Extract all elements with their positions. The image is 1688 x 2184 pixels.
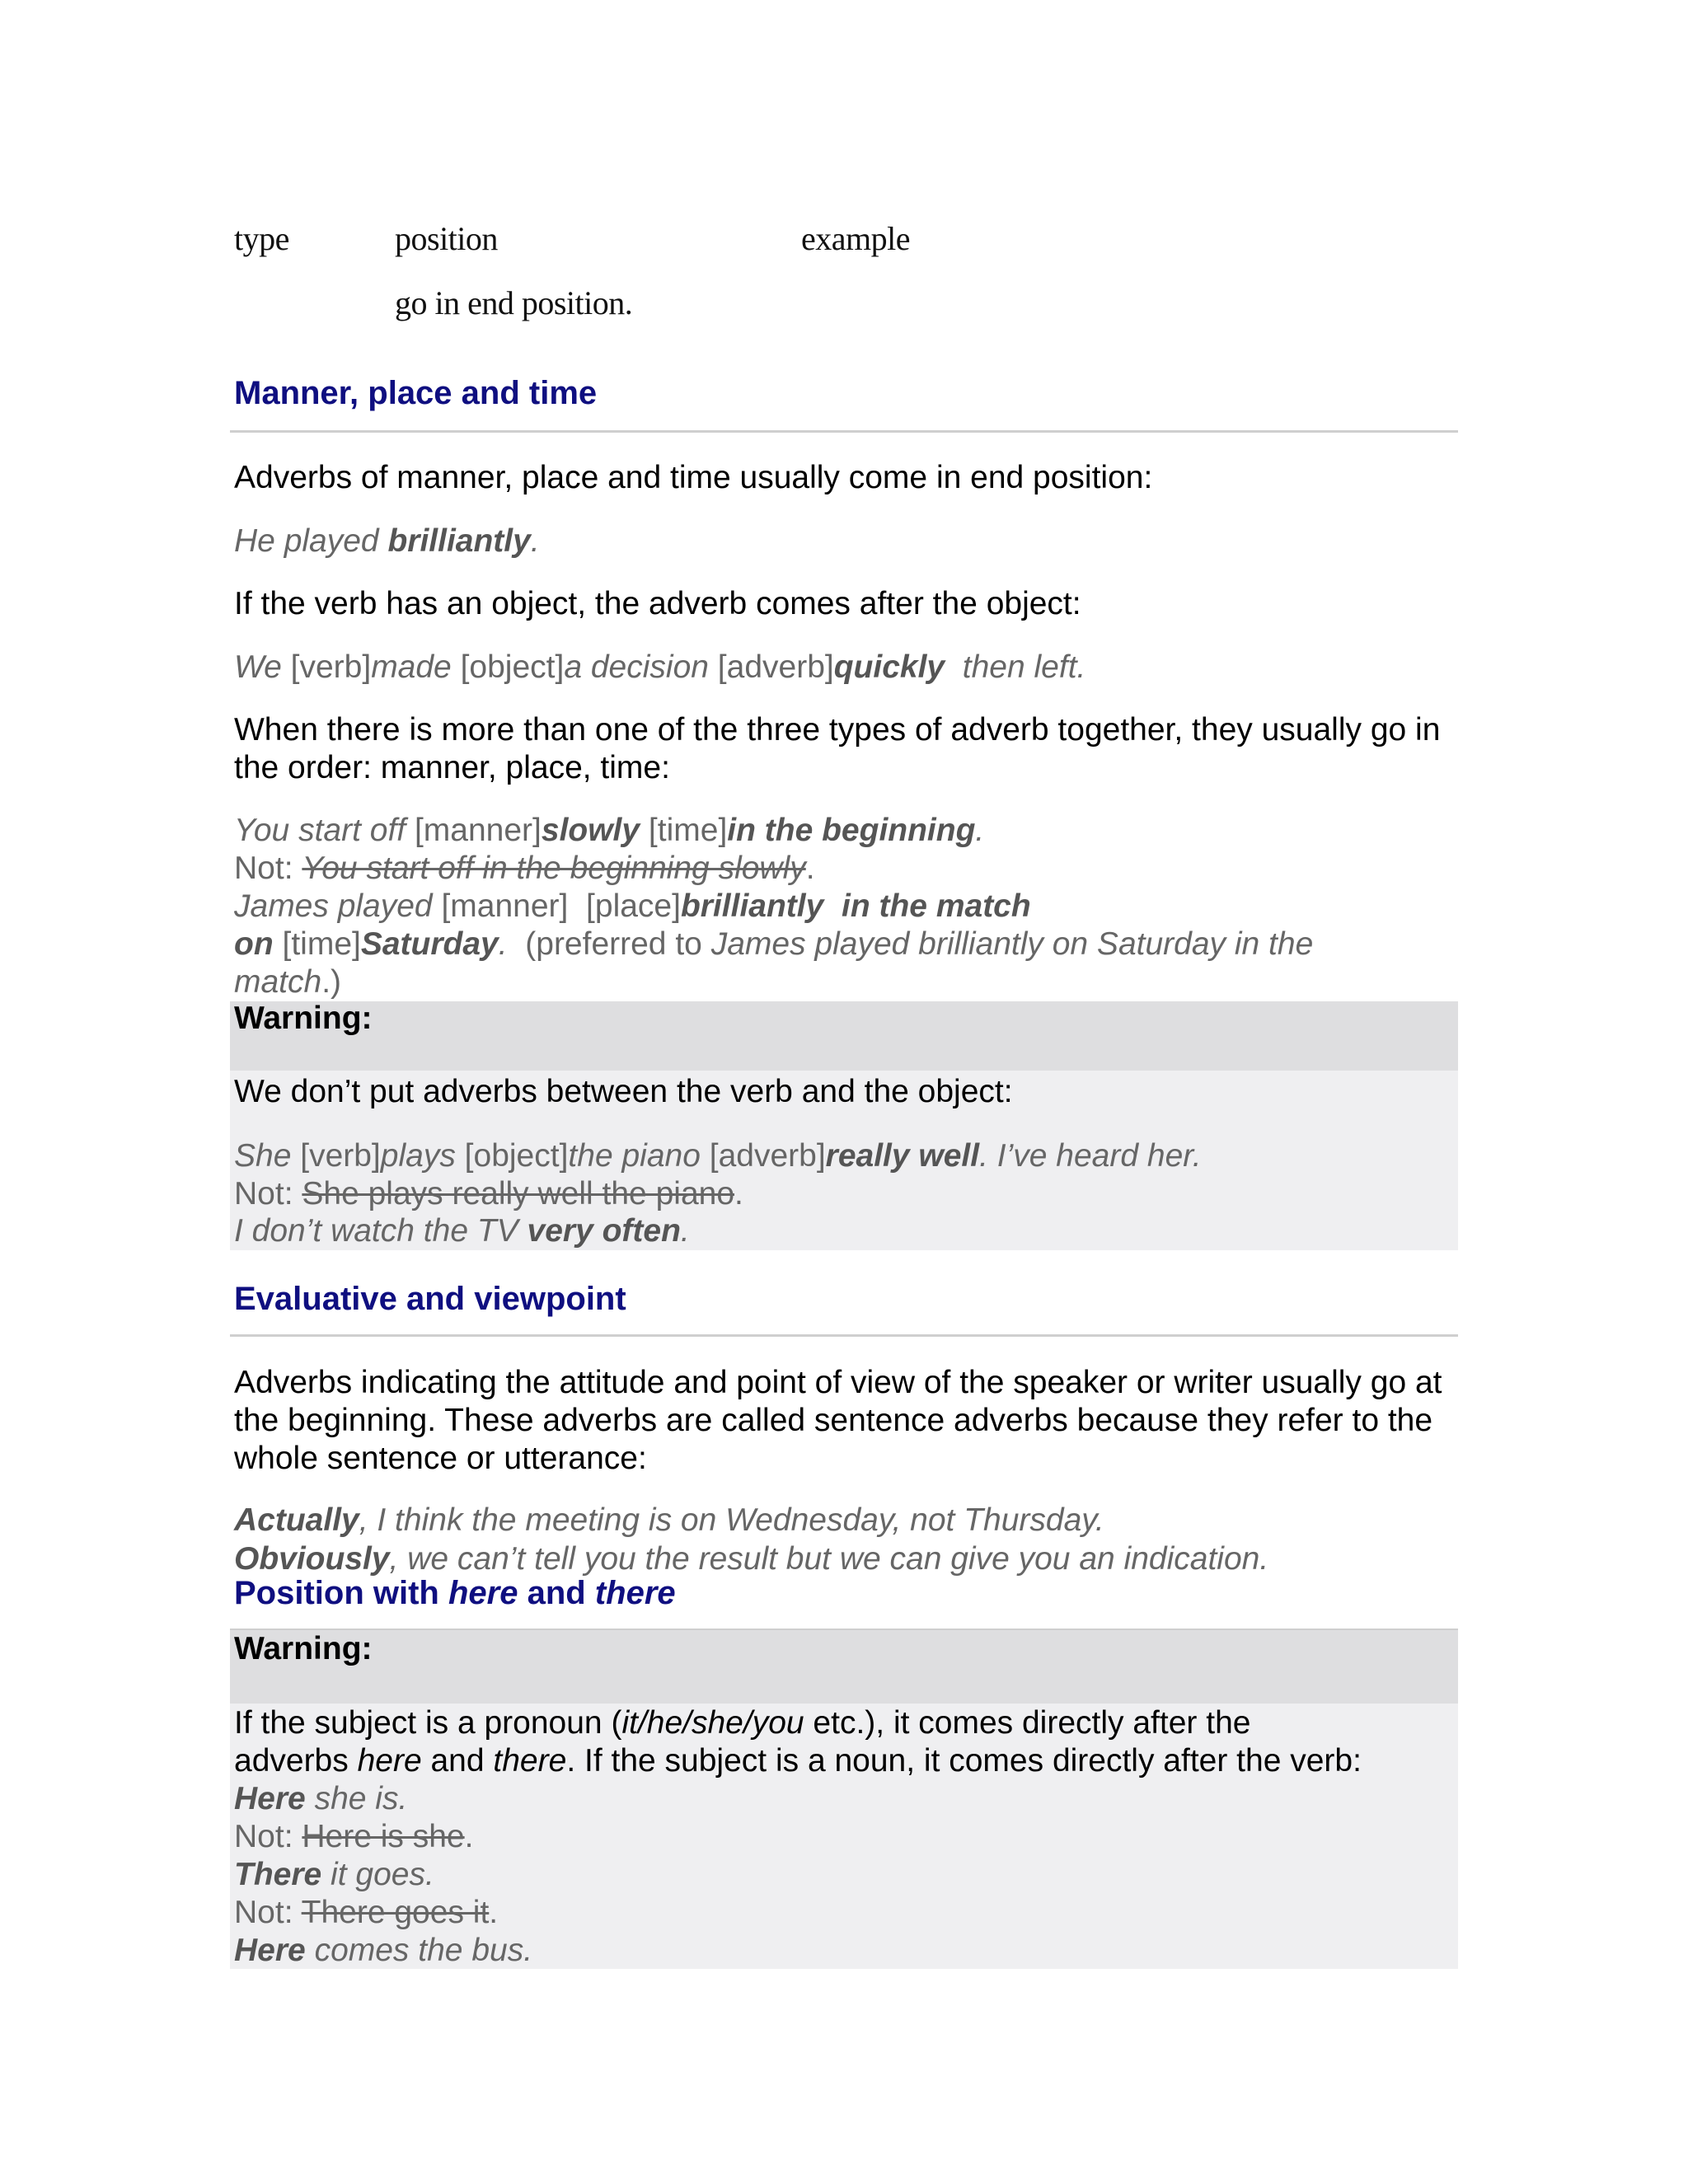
section-heading-here-there: Position with here and there — [234, 1575, 676, 1611]
example-line: She [verb]plays [object]the piano [adverb]really well. I’ve heard her. — [234, 1138, 1202, 1174]
section-heading-manner: Manner, place and time — [234, 375, 598, 411]
table-header-position: position — [395, 220, 498, 257]
section-heading-evaluative: Evaluative and viewpoint — [234, 1281, 626, 1317]
example-line: Not: Here is she. — [234, 1819, 474, 1854]
example-line: Here comes the bus. — [234, 1933, 533, 1968]
table-cell-position: go in end position. — [395, 284, 633, 321]
warning-label: Warning: — [234, 1631, 373, 1666]
warning-header — [230, 1629, 1458, 1704]
section-divider — [230, 430, 1458, 433]
example-line: Not: She plays really well the piano. — [234, 1176, 743, 1212]
example-line: He played brilliantly. — [234, 523, 540, 559]
paragraph: If the verb has an object, the adverb comes after the object: — [234, 586, 1081, 621]
section-divider — [230, 1334, 1458, 1337]
table-header-example: example — [801, 220, 910, 257]
example-line: We [verb]made [object]a decision [adverb]quickly then left. — [234, 649, 1086, 685]
example-line: You start off [manner]slowly [time]in the beginning. — [234, 813, 985, 848]
section-divider — [230, 1629, 1458, 1630]
paragraph: Adverbs indicating the attitude and point of view of the speaker or writer usually go at the beginning. These adverbs are called sentence adverbs because they refer to the whole sentence or utterance: — [234, 1365, 1442, 1476]
warning-label: Warning: — [234, 1001, 373, 1036]
example-line: I don’t watch the TV very often. — [234, 1213, 690, 1249]
table-header-type: type — [234, 220, 289, 257]
paragraph: Adverbs of manner, place and time usually come in end position: — [234, 460, 1153, 495]
example-line: match.) — [234, 964, 342, 1000]
paragraph: We don’t put adverbs between the verb and the object: — [234, 1074, 1013, 1109]
example-line: Not: There goes it. — [234, 1895, 499, 1930]
example-line: James played [manner] [place]brilliantly in the match — [234, 888, 1031, 924]
example-line: Not: You start off in the beginning slowly. — [234, 851, 815, 886]
example-line: on [time]Saturday. (preferred to James played brilliantly on Saturday in the — [234, 926, 1314, 962]
example-line: Obviously, we can’t tell you the result but we can give you an indication. — [234, 1541, 1269, 1577]
paragraph: When there is more than one of the three types of adverb together, they usually go in the order: manner, place, time: — [234, 712, 1441, 785]
example-line: Actually, I think the meeting is on Wednesday, not Thursday. — [234, 1502, 1104, 1538]
example-line: Here she is. — [234, 1781, 408, 1816]
example-line: There it goes. — [234, 1857, 434, 1892]
paragraph: If the subject is a pronoun (it/he/she/you etc.), it comes directly after the adverbs here and there. If the subject is a noun, it comes directly after the verb: — [234, 1705, 1362, 1779]
warning-header — [230, 1001, 1458, 1071]
